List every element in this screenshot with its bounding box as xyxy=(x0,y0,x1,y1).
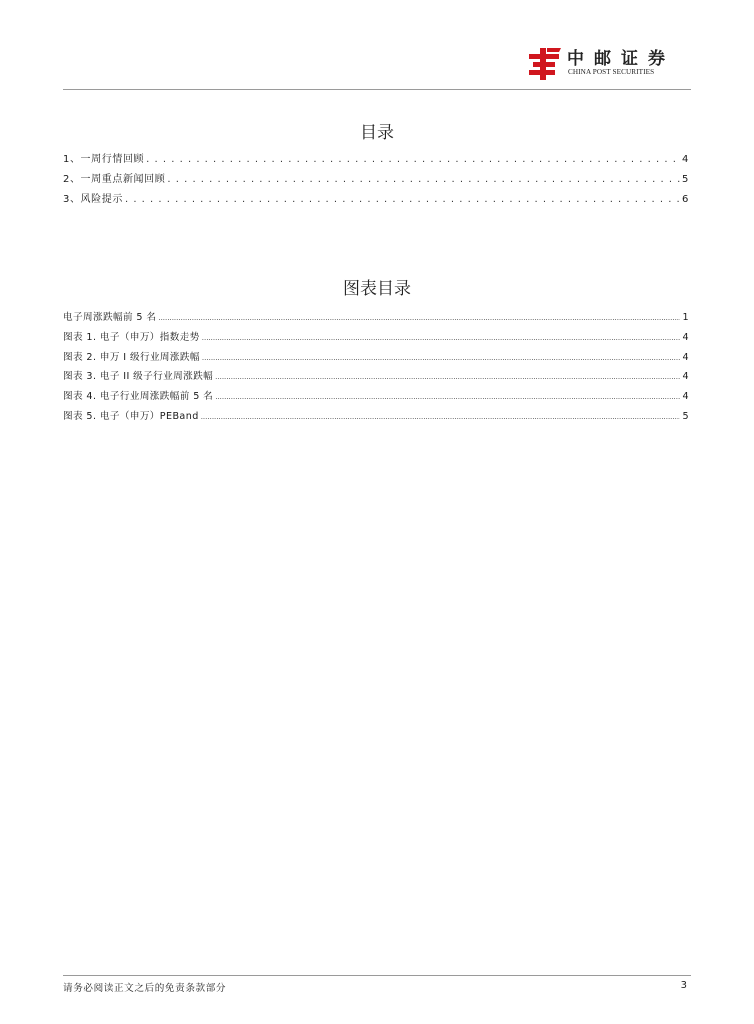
footer-disclaimer: 请务必阅读正文之后的免责条款部分 xyxy=(63,983,227,994)
figures-list xyxy=(63,309,689,428)
dot-leader xyxy=(215,393,680,401)
figure-entry-label: 电子周涨跌幅前 5 名 xyxy=(63,312,157,323)
toc-entry-label: 3、风险提示 xyxy=(63,194,123,205)
logo-chinese-name: 中邮证券 xyxy=(567,49,675,69)
page-header xyxy=(63,38,691,90)
logo-english-name: CHINA POST SECURITIES xyxy=(568,68,655,76)
dot-leader xyxy=(215,373,680,381)
figure-entry-label: 图表 5. 电子（申万）PEBand xyxy=(63,410,199,422)
dot-leader xyxy=(201,413,681,421)
dot-leader xyxy=(146,154,680,165)
figure-entry-page: 4 xyxy=(682,371,689,383)
toc-title: 目录 xyxy=(360,123,394,143)
dot-leader xyxy=(167,174,680,185)
figure-entry-page: 4 xyxy=(682,391,689,403)
toc-entry-page: 6 xyxy=(682,194,689,205)
figures-title: 图表目录 xyxy=(343,279,411,299)
page-footer xyxy=(63,975,691,994)
figure-entry-label: 图表 3. 电子 II 级子行业周涨跌幅 xyxy=(63,371,214,383)
figure-entry-page: 5 xyxy=(682,410,689,422)
figure-entry-page: 1 xyxy=(682,312,689,323)
figure-entry[interactable] xyxy=(63,388,689,408)
figure-entry[interactable] xyxy=(63,329,689,349)
figure-entry[interactable] xyxy=(63,309,689,329)
toc-entry[interactable] xyxy=(63,170,689,190)
china-post-logo-icon xyxy=(527,46,563,82)
dot-leader xyxy=(202,354,681,362)
figure-entry[interactable] xyxy=(63,368,689,388)
figure-entry-label: 图表 1. 电子（申万）指数走势 xyxy=(63,331,200,343)
toc-list xyxy=(63,150,689,210)
dot-leader xyxy=(158,314,680,322)
dot-leader xyxy=(202,334,681,342)
figure-entry-page: 4 xyxy=(682,351,689,363)
header-divider xyxy=(63,89,691,90)
figure-entry[interactable] xyxy=(63,349,689,369)
figure-entry-label: 图表 4. 电子行业周涨跌幅前 5 名 xyxy=(63,391,214,403)
toc-entry-page: 4 xyxy=(682,154,689,165)
toc-entry-label: 2、一周重点新闻回顾 xyxy=(63,174,166,185)
figure-entry-page: 4 xyxy=(682,331,689,343)
toc-entry-label: 1、一周行情回顾 xyxy=(63,154,145,165)
dot-leader xyxy=(125,194,680,205)
footer-page-number: 3 xyxy=(680,980,687,991)
toc-entry[interactable] xyxy=(63,190,689,210)
company-logo xyxy=(527,40,687,84)
toc-entry[interactable] xyxy=(63,150,689,170)
footer-divider xyxy=(63,975,691,976)
figure-entry-label: 图表 2. 申万 I 级行业周涨跌幅 xyxy=(63,351,200,363)
toc-entry-page: 5 xyxy=(682,174,689,185)
figure-entry[interactable] xyxy=(63,408,689,428)
